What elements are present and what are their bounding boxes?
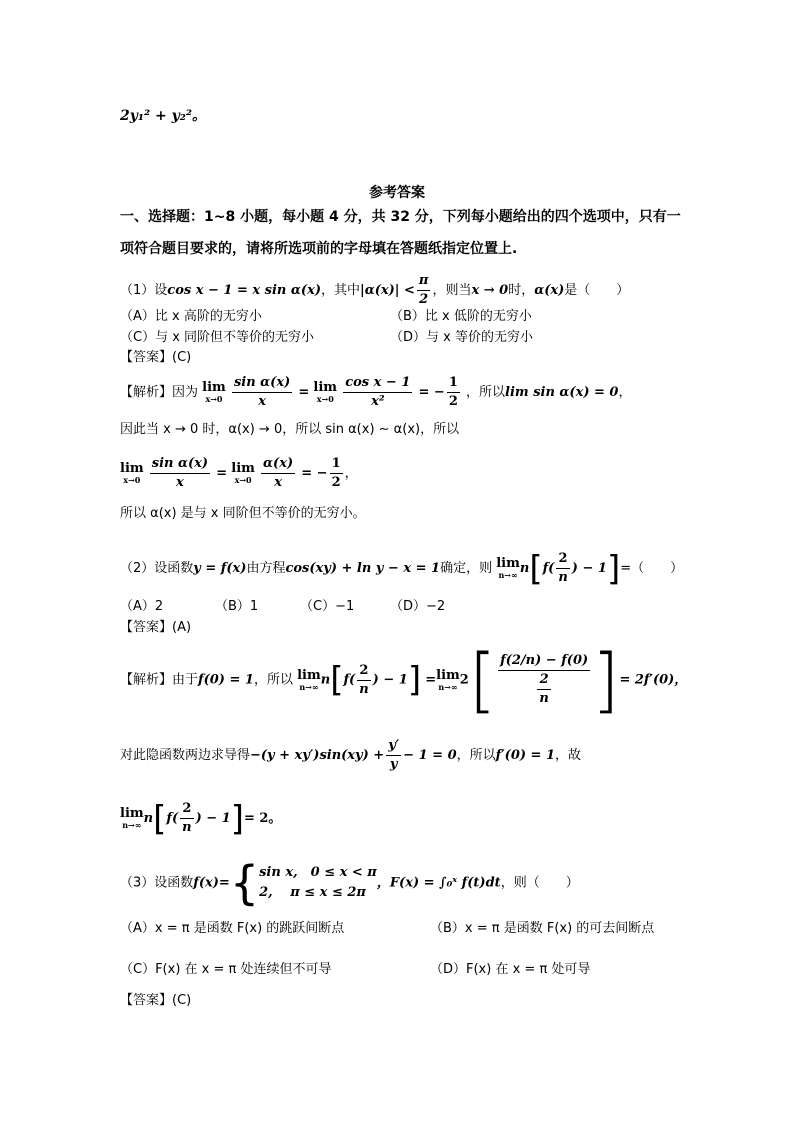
q1-option-c: （C）与 x 同阶但不等价的无穷小	[120, 330, 315, 345]
q1-cond-fraction: $\frac{\pi}{2}$	[418, 273, 429, 307]
q2-option-b: （B）1	[215, 599, 259, 614]
q3-answer: 【答案】(C)	[120, 993, 192, 1008]
q2-option-a: （A）2	[120, 599, 164, 614]
q3-piecewise: sin x, 0 ≤ x < π 2, π ≤ x ≤ 2π	[259, 865, 377, 900]
q2-option-c: （C）−1	[300, 599, 355, 614]
page-title: 参考答案	[369, 185, 425, 201]
top-formula: 2y₁² + y₂²。	[120, 108, 207, 124]
q2-analysis-line3: lim n→∞ n[f( $\frac{2}{n}$ ) − 1]= 2。	[120, 798, 282, 839]
q1-option-d: （D）与 x 等价的无穷小	[390, 330, 533, 345]
q1-analysis-line4: 所以 α(x) 是与 x 同阶但不等价的无穷小。	[120, 506, 366, 521]
q1-answer: 【答案】(C)	[120, 350, 192, 365]
q1-analysis-line3: lim x→0 $\frac{\text{sin α(x)}}{x}$ = lim x→0 $\frac{\alpha(x)}{x}$ = − $\frac{1}{2}$ ，	[120, 456, 358, 490]
q3-option-a: （A）x = π 是函数 F(x) 的跳跃间断点	[120, 921, 345, 936]
q2-analysis-line2: 对此隐函数两边求导得−(y + xy′)sin(xy) + $\frac{y'}{y}$ − 1 = 0，所以f′(0) = 1，故	[120, 738, 582, 772]
section-heading-line1: 一、选择题：1~8 小题，每小题 4 分，共 32 分，下列每小题给出的四个选项中，只有一	[120, 209, 681, 225]
q2-stem: （2）设函数y = f(x)由方程cos(xy) + ln y − x = 1确定，则 lim n→∞ n[f( $\frac{2}{n}$ ) − 1]=（ ）	[120, 548, 684, 589]
q3-stem: （3）设函数f(x)={ sin x, 0 ≤ x < π 2, π ≤ x ≤ 2π ，F(x) = ∫₀ˣ f(t)dt，则（ ）	[120, 856, 579, 910]
q2-analysis-line1: 【解析】由于f(0) = 1，所以 lim n→∞ n[f( $\frac{2}{n}$ ) − 1] =lim n→∞ 2[ $\frac{f(2/n) - f(0)}{\frac{2}{n}}$ ]= 2f′(0)，	[120, 639, 688, 721]
q1-stem: （1）设cos x − 1 = x sin α(x)，其中|α(x)| < $\frac{\pi}{2}$ ，则当x → 0时，α(x)是（ ）	[120, 273, 630, 307]
q3-option-b: （B）x = π 是函数 F(x) 的可去间断点	[430, 921, 655, 936]
q1-analysis-line1: 【解析】因为 lim x→0 $\frac{\text{sin α(x)}}{x}$ = lim x→0 $\frac{\text{cos x − 1}}{\text{x²}}$ = − $\frac{1}{2}$ ，所以lim sin α(x) = 0，	[120, 375, 632, 409]
q3-option-d: （D）F(x) 在 x = π 处可导	[430, 962, 591, 977]
q1-analysis-line2: 因此当 x → 0 时，α(x) → 0，所以 sin α(x) ∼ α(x)，所以	[120, 422, 460, 437]
q1-option-a: （A）比 x 高阶的无穷小	[120, 309, 262, 324]
q2-option-d: （D）−2	[390, 599, 446, 614]
section-heading-line2: 项符合题目要求的，请将所选项前的字母填在答题纸指定位置上.	[120, 241, 518, 257]
q3-option-c: （C）F(x) 在 x = π 处连续但不可导	[120, 962, 332, 977]
q1-option-b: （B）比 x 低阶的无穷小	[390, 309, 532, 324]
q2-answer: 【答案】(A)	[120, 620, 192, 635]
